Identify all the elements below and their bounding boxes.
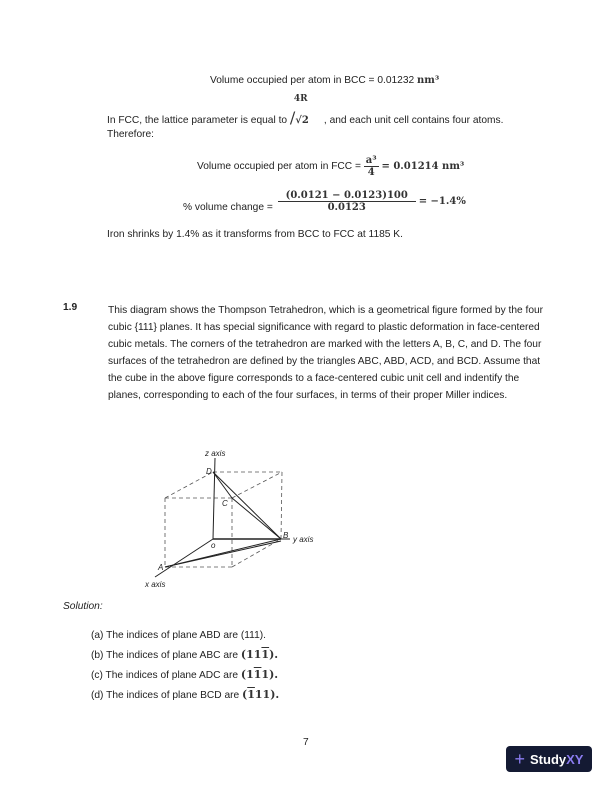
answer-d-index: 11 (254, 688, 271, 701)
logo-study: Study (530, 751, 567, 767)
volume-change-den: 0.0123 (327, 202, 366, 213)
x-axis-label: x axis (145, 580, 166, 589)
problem-number: 1.9 (63, 302, 78, 313)
volume-change-line (183, 190, 466, 213)
z-axis-label: z axis (205, 449, 226, 458)
answer-c-pre: 1 (246, 668, 254, 681)
answer-b-text: (b) The indices of plane ABC are (91, 650, 239, 661)
plus-icon: + (514, 748, 526, 769)
answer-b-index: 11 (246, 648, 262, 661)
bcc-label: Volume occupied per atom in BCC = 0.01232 (210, 75, 415, 86)
answer-d: (d) The indices of plane BCD are (111). (91, 688, 280, 701)
fcc-volume-label: Volume occupied per atom in FCC = (197, 161, 361, 173)
answer-a-text: (a) The indices of plane ABD are (111). (91, 630, 266, 641)
point-a: A (158, 563, 164, 572)
answer-c-index: 1 (261, 668, 270, 681)
fcc-volume-line (197, 155, 464, 178)
volume-change-result: = −1.4% (418, 196, 466, 208)
answers-list (91, 626, 279, 705)
volume-change-label: % volume change = (183, 202, 273, 214)
point-b: B (283, 531, 289, 540)
answer-d-bar: 1 (247, 688, 255, 701)
page-number: 7 (303, 737, 309, 748)
bcc-unit: nm³ (417, 75, 440, 86)
fcc-intro: In FCC, the lattice parameter is equal to 4R /√2 , and each unit cell contains four atoms. (107, 94, 504, 127)
answer-c-text: (c) The indices of plane ADC are (91, 670, 239, 681)
answer-b-bar: 1 (261, 648, 270, 661)
fcc-volume-num: a³ (365, 155, 377, 166)
point-o: o (211, 541, 216, 550)
thompson-tetrahedron-diagram (130, 440, 330, 600)
conclusion: Iron shrinks by 1.4% as it transforms from BCC to FCC at 1185 K. (107, 229, 403, 240)
point-c: C (222, 499, 228, 508)
volume-change-num: (0.0121 − 0.0123)100 (278, 190, 416, 202)
logo-xy: XY (566, 751, 584, 767)
solution-label: Solution: (63, 601, 103, 612)
fcc-intro-after: , and each unit cell contains four atoms. (323, 115, 504, 126)
answer-b: (b) The indices of plane ABC are (111). (91, 648, 279, 661)
y-axis-label: y axis (293, 535, 314, 544)
fcc-den: √2 (295, 115, 309, 126)
fcc-volume-den: 4 (367, 167, 375, 178)
fcc-volume-result: = 0.01214 nm³ (381, 161, 465, 173)
fcc-num: 4R (293, 94, 308, 104)
answer-c: (c) The indices of plane ADC are (111). (91, 668, 279, 681)
answer-d-text: (d) The indices of plane BCD are (91, 690, 240, 701)
studyxy-logo (506, 746, 592, 772)
fcc-intro-text: In FCC, the lattice parameter is equal to (107, 115, 288, 126)
point-d: D (206, 467, 212, 476)
answer-c-bar: 1 (253, 668, 262, 681)
problem-text: This diagram shows the Thompson Tetrahedron, which is a geometrical figure formed by the four cubic {111} planes. It has special significance with regard to plastic deformation in face-centered cubic metals. The corners of the tetrahedron are marked with the letters A, B, C, and D. The four surfaces of the tetrahedron are defined by the triangles ABC, ABD, ACD, and BCD. Assume that the cube in the above figure corresponds to a face-centered cubic unit cell and indentify the planes, corresponding to each of the four surfaces, in terms of their proper Miller indices. (108, 305, 544, 401)
therefore: Therefore: (107, 129, 154, 140)
bcc-volume-line (210, 75, 439, 86)
answer-a (91, 626, 279, 645)
